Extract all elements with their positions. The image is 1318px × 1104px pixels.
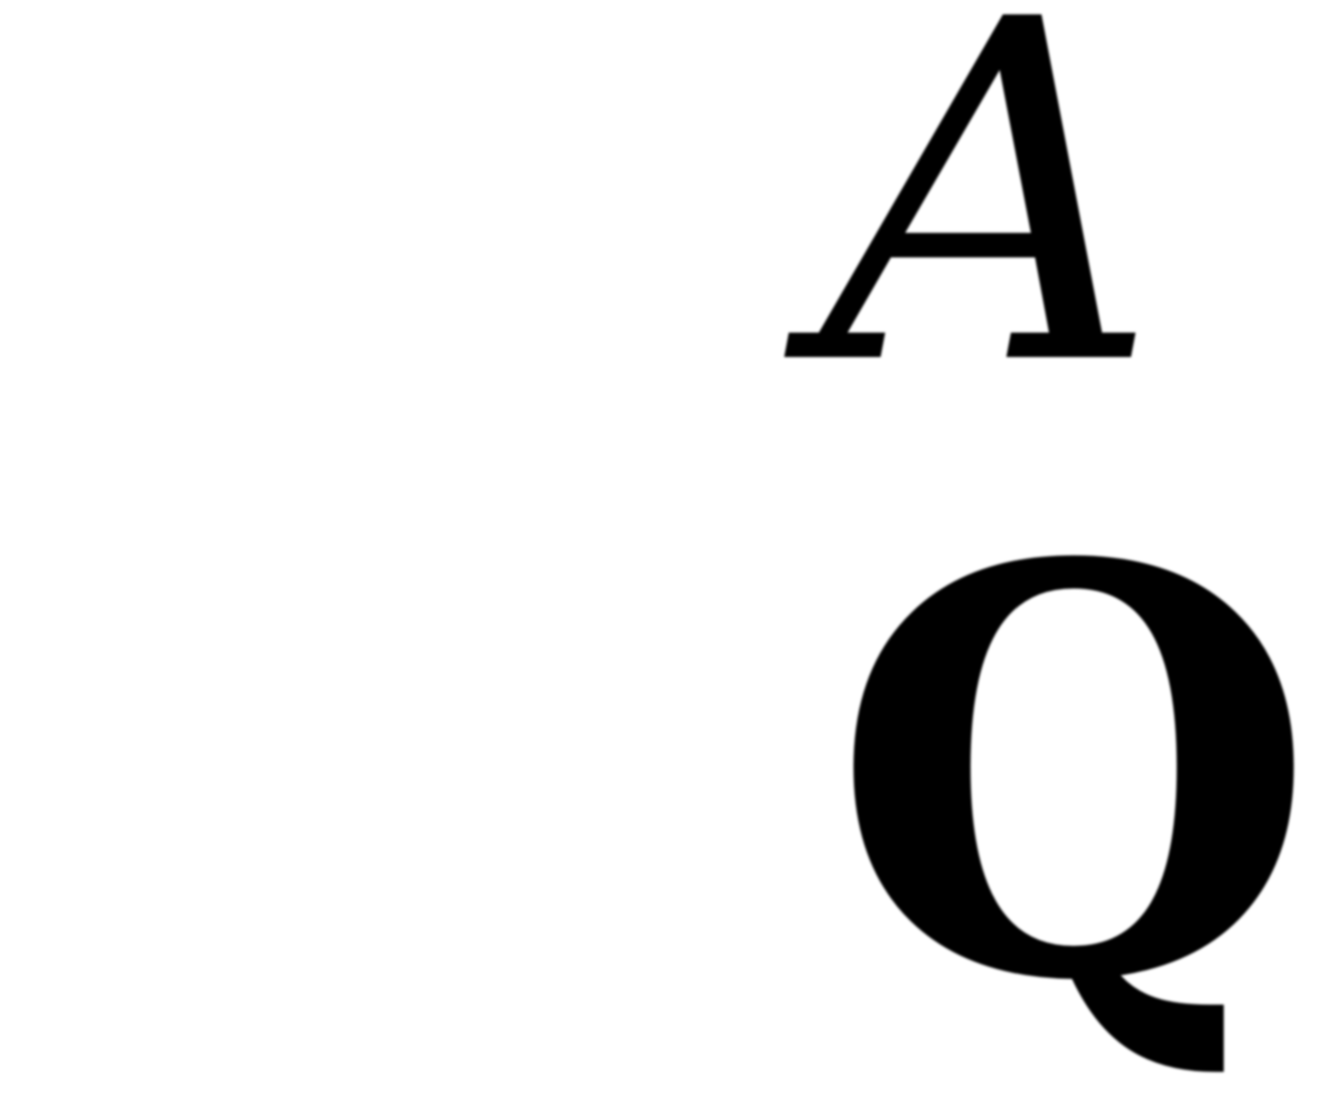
glyph-letter-q: Q <box>830 446 1318 1104</box>
glyph-letter-a: A <box>820 0 1160 468</box>
